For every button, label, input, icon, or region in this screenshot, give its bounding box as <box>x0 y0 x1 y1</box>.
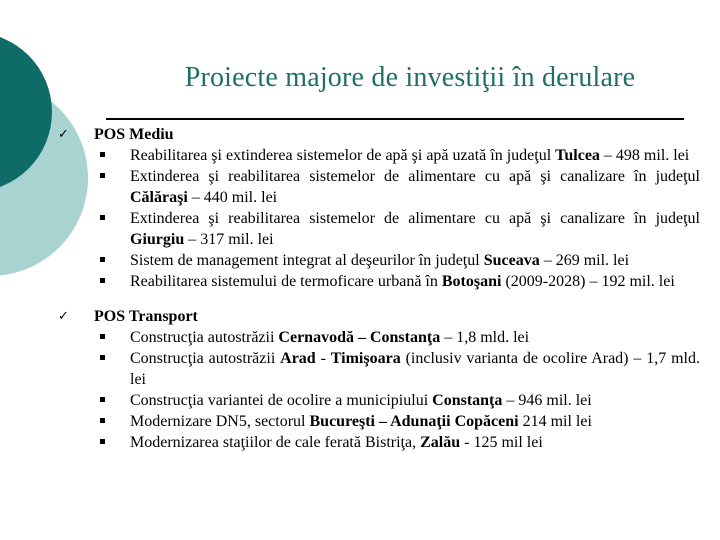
square-bullet-icon <box>100 355 105 360</box>
bold-text: Constanţa <box>432 392 503 409</box>
slide-title: Proiecte majore de investiţii în derulare <box>184 62 636 93</box>
item-text: Extinderea şi reabilitarea sistemelor de alimentare cu apă şi canalizare în judeţul <box>130 210 700 227</box>
item-text: Reabilitarea şi extinderea sistemelor de apă şi apă uzată în judeţul <box>130 147 556 164</box>
square-bullet-icon <box>100 439 105 444</box>
bold-text: Botoşani <box>441 273 502 290</box>
checkmark-icon: ✓ <box>58 127 69 142</box>
item-text: 214 mil lei <box>518 413 592 430</box>
item-text: – 946 mil. lei <box>502 392 592 409</box>
slide-content <box>58 124 706 467</box>
bold-text: Arad <box>280 350 316 367</box>
section-heading: POS Transport <box>94 308 198 325</box>
square-bullet-icon <box>100 257 105 262</box>
item-text: Construcţia variantei de ocolire a municipiului <box>130 392 433 409</box>
item-text: Modernizare DN5, sectorul <box>130 413 310 430</box>
square-bullet-icon <box>100 418 105 423</box>
item-text: Reabilitarea sistemului de termoficare urbană în <box>130 273 442 290</box>
item-text: Construcţia autostrăzii <box>130 329 279 346</box>
list-item <box>58 411 706 432</box>
item-text: Construcţia autostrăzii <box>130 350 281 367</box>
item-text: - <box>315 350 331 367</box>
item-text: Extinderea şi reabilitarea sistemelor de alimentare cu apă şi canalizare în judeţul <box>130 168 700 185</box>
bold-text: Cernavodă – Constanţa <box>278 329 441 346</box>
item-text: Sistem de management integrat al deşeurilor în judeţul <box>130 252 484 269</box>
item-text: – 269 mil. lei <box>539 252 630 269</box>
list-item <box>58 271 706 292</box>
bold-text: Suceava <box>483 252 540 269</box>
item-text: Modernizarea staţiilor de cale ferată Bistriţa, <box>130 434 421 451</box>
item-text: – 440 mil. lei <box>187 189 278 206</box>
square-bullet-icon <box>100 152 105 157</box>
section-heading: POS Mediu <box>94 126 174 143</box>
bold-text: Zalău <box>420 434 461 451</box>
bold-text: Bucureşti – Adunaţii Copăceni <box>309 413 519 430</box>
square-bullet-icon <box>100 278 105 283</box>
item-text: – 317 mil. lei <box>184 231 274 248</box>
section-heading-row <box>58 124 706 145</box>
section-pos-transport <box>58 306 706 453</box>
bold-text: Giurgiu <box>130 231 185 248</box>
item-text: (inclusiv varianta de ocolire Arad) – 1,7 mld. lei <box>130 350 700 388</box>
item-text: – 498 mil. lei <box>599 147 690 164</box>
list-item <box>58 208 706 250</box>
square-bullet-icon <box>100 397 105 402</box>
list-item <box>58 250 706 271</box>
item-text: (2009-2028) – 192 mil. lei <box>501 273 675 290</box>
list-item <box>58 145 706 166</box>
list-item <box>58 390 706 411</box>
bold-text: Călăraşi <box>130 189 188 206</box>
square-bullet-icon <box>100 173 105 178</box>
square-bullet-icon <box>100 334 105 339</box>
item-text: - 125 mil lei <box>460 434 543 451</box>
list-item <box>58 348 706 390</box>
section-heading-row <box>58 306 706 327</box>
item-text: – 1,8 mld. lei <box>440 329 530 346</box>
title-underline <box>106 118 684 120</box>
bold-text: Timişoara <box>330 350 401 367</box>
list-item <box>58 166 706 208</box>
section-pos-mediu <box>58 124 706 292</box>
checkmark-icon: ✓ <box>58 309 69 324</box>
item-list <box>58 327 706 453</box>
list-item <box>58 327 706 348</box>
item-list <box>58 145 706 292</box>
square-bullet-icon <box>100 215 105 220</box>
bold-text: Tulcea <box>555 147 600 164</box>
list-item <box>58 432 706 453</box>
